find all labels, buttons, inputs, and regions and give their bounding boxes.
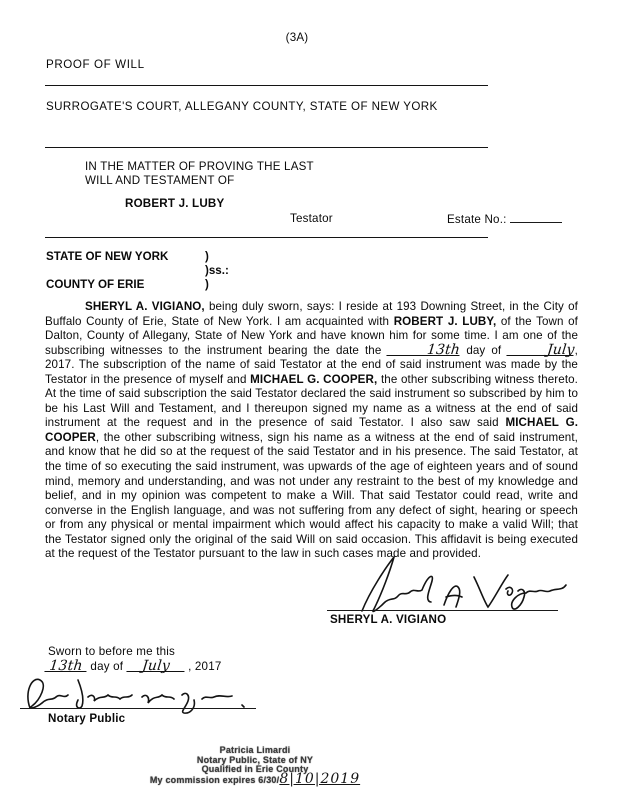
notary-public-label: Notary Public <box>48 712 126 725</box>
venue-ss: )ss.: <box>205 264 229 277</box>
jurat-day-of-label: day of <box>90 660 124 673</box>
affidavit-text: the other subscribing witness thereto. At the time of said subscription the said Testator declared the said instrument so subscribed by him to be his Last Will and Testament, and I thereupon signed my name as a witness at the end of said instrument at the request and in the presence of said Testator. I also saw said <box>45 372 579 430</box>
affidavit-text: day of <box>460 343 508 357</box>
estate-no-row <box>447 212 562 226</box>
affidavit-bold-name: SHERYL A. VIGIANO, <box>85 300 205 313</box>
notary-stamp <box>105 746 405 785</box>
jurat-line-1: Sworn to before me this <box>48 645 176 658</box>
venue-state: STATE OF NEW YORK <box>46 250 169 263</box>
affidavit-text: , the other subscribing witness, sign his name as a witness at the end of said instrument, and know that he did so at the request of the said Testator and in his presence. The said Testator, at the time of so executing the said instrument, was upwards of the age of eighteen years and of sound mind, memory and understanding, and was not under any restraint to the best of my knowledge and belief, and in my opinion was competent to make a Will. That said Testator could read, write and converse in the English language, and was not suffering from any defect of sight, hearing or speech or from any physical or mental impairment which would affect his capacity to make a valid Will; that the Testator signed only the original of the said Will on said occasion. This affidavit is being executed at the request of the Testator pursuant to the law in such cases made and provided. <box>45 430 578 561</box>
horizontal-rule-caption-top <box>45 147 488 148</box>
jurat-day-handwritten: 13th <box>44 661 87 672</box>
horizontal-rule-caption-bottom <box>45 237 488 238</box>
matter-line-2: WILL AND TESTAMENT OF <box>85 174 235 187</box>
witness-printed-name: SHERYL A. VIGIANO <box>330 613 447 626</box>
affidavit-text: of the Town of Dalton, County of Allegany, State of New York and have known him for some time. I am one of the subscribing witnesses to the instrument bearing the date the <box>45 314 578 357</box>
matter-line-1: IN THE MATTER OF PROVING THE LAST <box>85 160 314 173</box>
affidavit-text: being duly sworn, says: I reside at 193 Downing Street, in the City of Buffalo County of Erie, State of New York. I am acquainted with <box>45 300 578 328</box>
jurat-month-handwritten: July <box>126 661 185 672</box>
notary-signature-line <box>20 708 256 709</box>
affidavit-bold-name: ROBERT J. LUBY, <box>393 314 497 328</box>
affidavit-handwritten-fill: July <box>507 345 576 356</box>
affidavit-text: , 2017. The subscription of the name of said Testator at the end of said instrument was made by the Testator in the presence of myself and <box>45 343 578 386</box>
affidavit-bold-name: MICHAEL G. COOPER, <box>250 372 378 386</box>
testator-label: Testator <box>290 212 333 225</box>
witness-signature-handwriting <box>360 565 570 615</box>
horizontal-rule-top <box>45 85 488 86</box>
venue-paren-1: ) <box>205 250 209 263</box>
stamp-expiry-row <box>105 770 405 787</box>
venue-paren-2: ) <box>205 278 209 291</box>
court-caption: SURROGATE'S COURT, ALLEGANY COUNTY, STATE OF NEW YORK <box>46 100 438 113</box>
stamp-expiry-label: My commission expires 6/30/ <box>149 774 280 785</box>
affidavit-paragraph <box>45 300 578 562</box>
stamp-title: Notary Public, State of NY <box>196 754 314 765</box>
estate-no-label: Estate No.: <box>447 213 507 226</box>
stamp-qualified: Qualified in Erie County <box>201 764 309 774</box>
stamp-name: Patricia Limardi <box>219 745 291 755</box>
page-tag: (3A) <box>285 31 309 44</box>
venue-county: COUNTY OF ERIE <box>46 278 145 291</box>
estate-no-blank <box>510 212 562 223</box>
document-title: PROOF OF WILL <box>46 58 145 71</box>
affidavit-bold-name: MICHAEL G. COOPER <box>45 416 579 444</box>
witness-signature-line <box>327 610 558 611</box>
affidavit-handwritten-fill: 13th <box>387 345 461 356</box>
stamp-expiry-handwritten: 8|10|2019 <box>279 770 361 787</box>
testator-name: ROBERT J. LUBY <box>125 197 225 210</box>
jurat-year: , 2017 <box>188 660 222 673</box>
